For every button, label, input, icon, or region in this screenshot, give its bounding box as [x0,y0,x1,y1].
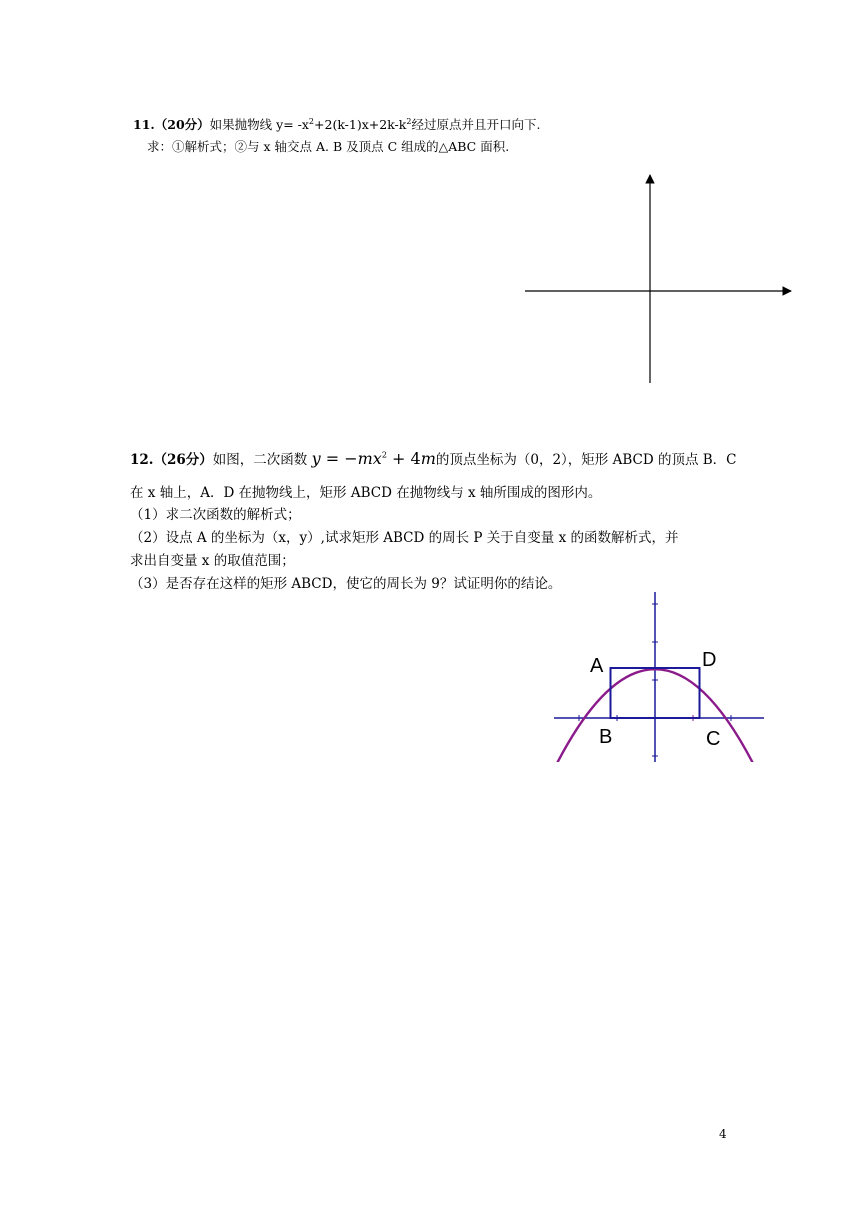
problem-11-text-mid: +2(k-1)x+2k-k [314,117,407,132]
label-c: C [706,728,721,750]
problem-12-intro-after: 的顶点坐标为（0，2），矩形 ABCD 的顶点 B．C [435,452,737,468]
label-a: A [590,655,604,677]
problem-11-text-before: 如果抛物线 y= -x [209,117,309,132]
problem-11-exp2: 2 [406,116,412,126]
problem-12-figure [548,590,778,765]
problem-11-axes-figure [515,165,815,395]
problem-11-exp1: 2 [308,116,315,126]
problem-11-number: 11. [133,117,155,132]
problem-12-q1: （1）求二次函数的解析式； [130,507,301,523]
problem-11-score: （20分） [154,117,210,132]
page-number: 4 [719,1127,727,1141]
problem-12-score: （26分） [153,452,213,468]
problem-12-line-1 [130,449,736,470]
problem-12-intro: 如图，二次函数 [212,452,308,468]
problem-11-line-2: 求：①解析式；②与 x 轴交点 A. B 及顶点 C 组成的△ABC 面积. [147,139,510,154]
problem-12-q2b: 求出自变量 x 的取值范围； [130,553,295,569]
problem-12-q3: （3）是否存在这样的矩形 ABCD，使它的周长为 9？试证明你的结论。 [130,576,562,592]
problem-11-line-1 [133,115,540,135]
problem-11-text-after: 经过原点并且开口向下. [411,117,541,132]
problem-12-line-2: 在 x 轴上，A．D 在抛物线上，矩形 ABCD 在抛物线与 x 轴所围成的图形内。 [130,485,602,501]
problem-12-q2a: （2）设点 A 的坐标为（x，y）,试求矩形 ABCD 的周长 P 关于自变量 x 的函数解析式，并 [130,530,679,546]
label-d: D [702,649,717,671]
label-b: B [599,726,613,748]
problem-12-number: 12. [130,452,154,468]
problem-12-formula: $y = -mx^2 + 4m$ [311,449,436,468]
